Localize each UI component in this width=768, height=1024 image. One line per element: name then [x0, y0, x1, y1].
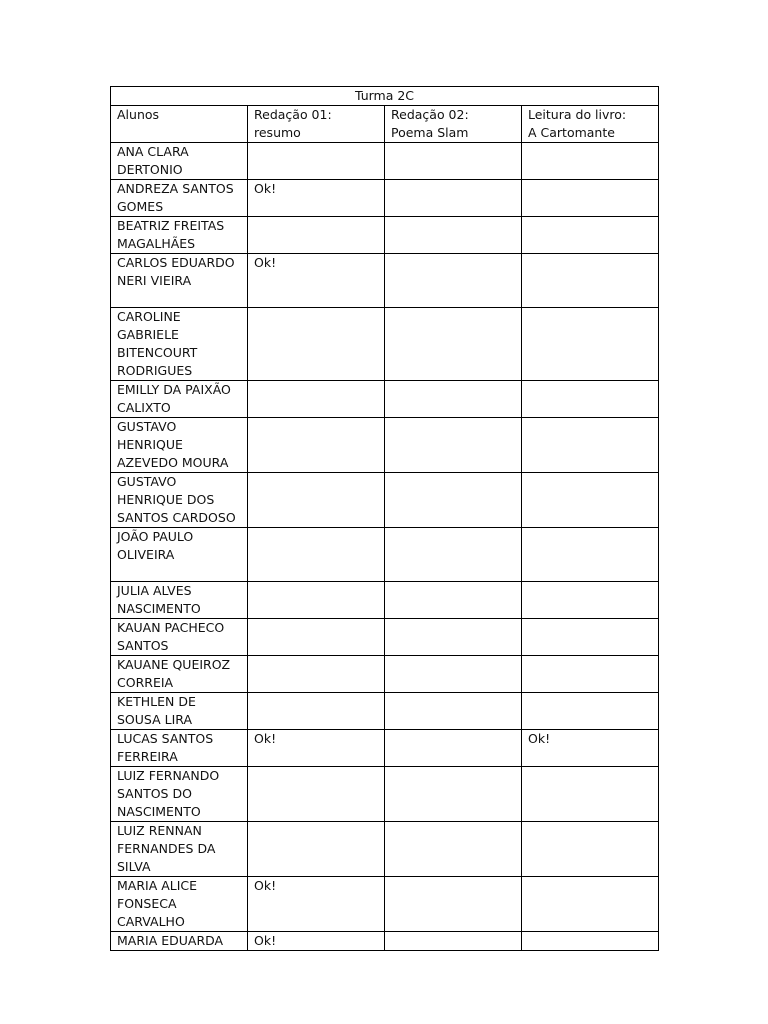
table-row — [111, 877, 659, 932]
student-name-cell-text: KAUAN PACHECO SANTOS — [117, 620, 225, 653]
student-name-cell-text: MARIA ALICE FONSECA CARVALHO — [117, 878, 198, 929]
student-name-cell — [111, 877, 248, 932]
leitura-cell — [522, 822, 659, 877]
redacao-02-cell — [385, 308, 522, 381]
redacao-01-cell — [248, 418, 385, 473]
table-row — [111, 254, 659, 308]
table-row — [111, 418, 659, 473]
redacao-02-cell — [385, 143, 522, 180]
student-name-cell-text: LUCAS SANTOS FERREIRA — [117, 731, 214, 764]
header-alunos — [111, 106, 248, 143]
header-redacao-01-label: Redação 01: resumo — [254, 107, 332, 140]
student-name-cell — [111, 308, 248, 381]
student-name-cell — [111, 528, 248, 582]
student-name-cell — [111, 619, 248, 656]
student-name-cell-text: MARIA EDUARDA — [117, 933, 224, 948]
table-row — [111, 528, 659, 582]
table-row — [111, 217, 659, 254]
table-row — [111, 308, 659, 381]
table-row — [111, 822, 659, 877]
redacao-01-cell — [248, 656, 385, 693]
student-name-cell-text: GUSTAVO HENRIQUE DOS SANTOS CARDOSO — [117, 474, 236, 525]
leitura-cell — [522, 730, 659, 767]
student-name-cell-text: KAUANE QUEIROZ CORREIA — [117, 657, 231, 690]
redacao-01-cell-text: Ok! — [254, 181, 277, 196]
leitura-cell — [522, 932, 659, 951]
redacao-01-cell — [248, 619, 385, 656]
redacao-01-cell — [248, 180, 385, 217]
leitura-cell — [522, 877, 659, 932]
header-redacao-01 — [248, 106, 385, 143]
header-redacao-02-label: Redação 02: Poema Slam — [391, 107, 469, 140]
redacao-01-cell — [248, 877, 385, 932]
student-name-cell-text: ANA CLARA DERTONIO — [117, 144, 189, 177]
header-alunos-label: Alunos — [117, 107, 160, 122]
student-name-cell-text: JULIA ALVES NASCIMENTO — [117, 583, 201, 616]
redacao-01-cell — [248, 932, 385, 951]
redacao-02-cell — [385, 932, 522, 951]
student-name-cell — [111, 656, 248, 693]
student-name-cell-text: LUIZ RENNAN FERNANDES DA SILVA — [117, 823, 216, 874]
redacao-01-cell — [248, 217, 385, 254]
redacao-01-cell-text: Ok! — [254, 878, 277, 893]
redacao-02-cell — [385, 418, 522, 473]
student-name-cell-text: LUIZ FERNANDO SANTOS DO NASCIMENTO — [117, 768, 220, 819]
redacao-01-cell — [248, 528, 385, 582]
student-name-cell — [111, 180, 248, 217]
redacao-01-cell — [248, 730, 385, 767]
table-row — [111, 582, 659, 619]
student-name-cell — [111, 473, 248, 528]
redacao-01-cell — [248, 308, 385, 381]
leitura-cell — [522, 582, 659, 619]
redacao-01-cell — [248, 767, 385, 822]
student-name-cell-text: JOÃO PAULO OLIVEIRA — [117, 529, 194, 562]
student-name-cell-text: EMILLY DA PAIXÃO CALIXTO — [117, 382, 231, 415]
redacao-01-cell — [248, 582, 385, 619]
leitura-cell — [522, 143, 659, 180]
header-leitura — [522, 106, 659, 143]
redacao-02-cell — [385, 822, 522, 877]
table-row — [111, 180, 659, 217]
leitura-cell — [522, 619, 659, 656]
redacao-01-cell-text: Ok! — [254, 731, 277, 746]
student-name-cell-text: CARLOS EDUARDO NERI VIEIRA — [117, 255, 235, 288]
table-row — [111, 473, 659, 528]
student-name-cell-text: BEATRIZ FREITAS MAGALHÃES — [117, 218, 225, 251]
leitura-cell — [522, 254, 659, 308]
student-name-cell — [111, 254, 248, 308]
table-row — [111, 932, 659, 951]
redacao-01-cell — [248, 693, 385, 730]
header-leitura-label: Leitura do livro: A Cartomante — [528, 107, 627, 140]
redacao-02-cell — [385, 767, 522, 822]
redacao-02-cell — [385, 877, 522, 932]
table-row — [111, 656, 659, 693]
leitura-cell — [522, 767, 659, 822]
student-name-cell — [111, 381, 248, 418]
table-row — [111, 619, 659, 656]
table-row — [111, 730, 659, 767]
leitura-cell — [522, 180, 659, 217]
leitura-cell — [522, 418, 659, 473]
leitura-cell — [522, 693, 659, 730]
grades-table-body — [111, 87, 659, 951]
redacao-01-cell-text: Ok! — [254, 255, 277, 270]
grades-table — [110, 86, 659, 951]
redacao-02-cell — [385, 528, 522, 582]
student-name-cell — [111, 932, 248, 951]
table-row — [111, 381, 659, 418]
redacao-01-cell — [248, 254, 385, 308]
leitura-cell — [522, 381, 659, 418]
table-row — [111, 767, 659, 822]
table-header-row — [111, 106, 659, 143]
student-name-cell-text: KETHLEN DE SOUSA LIRA — [117, 694, 196, 727]
student-name-cell-text: CAROLINE GABRIELE BITENCOURT RODRIGUES — [117, 309, 198, 378]
table-title-row — [111, 87, 659, 106]
redacao-01-cell — [248, 473, 385, 528]
redacao-02-cell — [385, 381, 522, 418]
student-name-cell — [111, 582, 248, 619]
redacao-01-cell — [248, 822, 385, 877]
student-name-cell — [111, 418, 248, 473]
redacao-01-cell-text: Ok! — [254, 933, 277, 948]
leitura-cell — [522, 217, 659, 254]
redacao-02-cell — [385, 217, 522, 254]
redacao-02-cell — [385, 619, 522, 656]
redacao-02-cell — [385, 693, 522, 730]
student-name-cell — [111, 822, 248, 877]
student-name-cell — [111, 730, 248, 767]
leitura-cell — [522, 308, 659, 381]
table-row — [111, 143, 659, 180]
redacao-02-cell — [385, 656, 522, 693]
redacao-02-cell — [385, 473, 522, 528]
table-row — [111, 693, 659, 730]
redacao-02-cell — [385, 254, 522, 308]
leitura-cell-text: Ok! — [528, 731, 551, 746]
redacao-02-cell — [385, 582, 522, 619]
student-name-cell-text: GUSTAVO HENRIQUE AZEVEDO MOURA — [117, 419, 229, 470]
table-title: Turma 2C — [111, 87, 659, 106]
student-name-cell-text: ANDREZA SANTOS GOMES — [117, 181, 234, 214]
student-name-cell — [111, 767, 248, 822]
leitura-cell — [522, 473, 659, 528]
header-redacao-02 — [385, 106, 522, 143]
redacao-01-cell — [248, 143, 385, 180]
student-name-cell — [111, 143, 248, 180]
leitura-cell — [522, 656, 659, 693]
student-name-cell — [111, 693, 248, 730]
redacao-02-cell — [385, 180, 522, 217]
redacao-01-cell — [248, 381, 385, 418]
redacao-02-cell — [385, 730, 522, 767]
student-name-cell — [111, 217, 248, 254]
leitura-cell — [522, 528, 659, 582]
